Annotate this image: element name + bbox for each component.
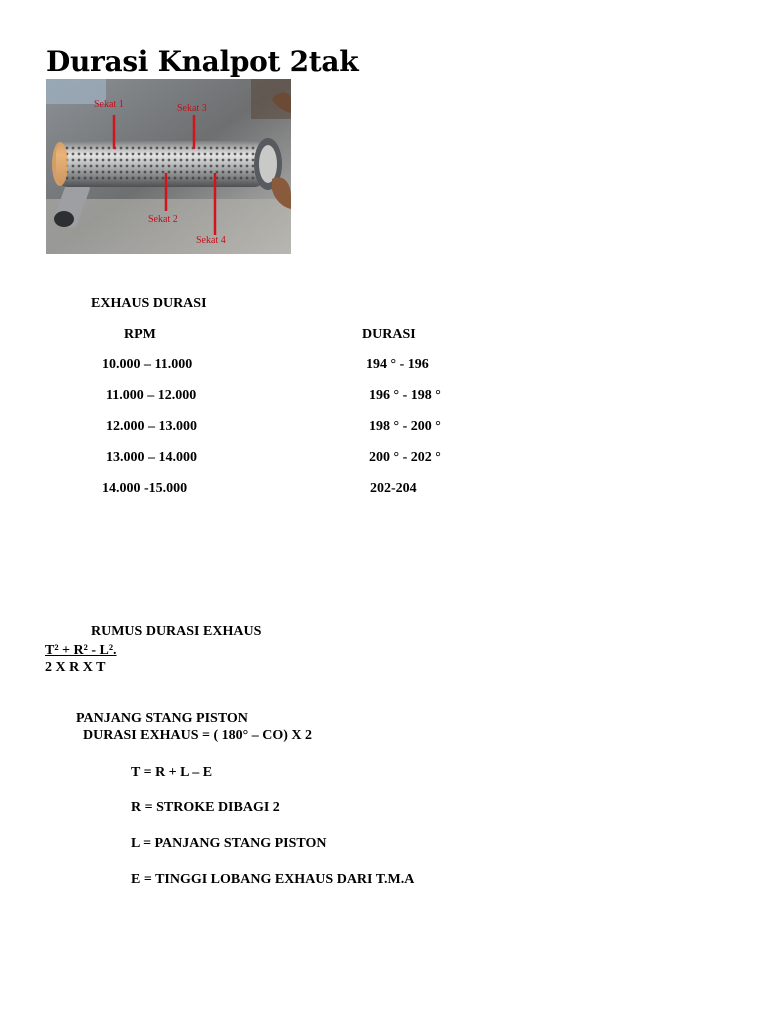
- column-header-rpm: RPM: [124, 327, 156, 342]
- table-row-rpm: 14.000 -15.000: [102, 481, 188, 496]
- definition-item: L = PANJANG STANG PISTON: [131, 836, 327, 851]
- definition-item: R = STROKE DIBAGI 2: [131, 800, 280, 815]
- document-title: Durasi Knalpot 2tak: [46, 45, 359, 78]
- table-row-durasi: 202-204: [370, 481, 417, 496]
- table-row-durasi: 196 ° - 198 °: [369, 388, 441, 403]
- definitions-heading: PANJANG STANG PISTON: [76, 711, 248, 726]
- table-row-durasi: 198 ° - 200 °: [369, 419, 441, 434]
- exhaust-table-heading: EXHAUS DURASI: [91, 296, 207, 311]
- table-row-durasi: 200 ° - 202 °: [369, 450, 441, 465]
- sekat-4-label: Sekat 4: [196, 235, 226, 246]
- sekat-1-label: Sekat 1: [94, 99, 124, 110]
- table-row-rpm: 10.000 – 11.000: [102, 357, 193, 372]
- exhaust-silencer-photo: [46, 79, 291, 254]
- duration-formula: DURASI EXHAUS = ( 180° – CO) X 2: [83, 728, 313, 743]
- definition-item: T = R + L – E: [131, 765, 213, 780]
- column-header-durasi: DURASI: [362, 327, 416, 342]
- formula-heading: RUMUS DURASI EXHAUS: [91, 624, 262, 639]
- definition-item: E = TINGGI LOBANG EXHAUS DARI T.M.A: [131, 872, 415, 887]
- table-row-durasi: 194 ° - 196: [366, 357, 429, 372]
- table-row-rpm: 13.000 – 14.000: [106, 450, 197, 465]
- table-row-rpm: 11.000 – 12.000: [106, 388, 197, 403]
- formula-numerator: T² + R² - L².: [45, 643, 117, 658]
- sekat-3-label: Sekat 3: [177, 103, 207, 114]
- sekat-2-label: Sekat 2: [148, 214, 178, 225]
- table-row-rpm: 12.000 – 13.000: [106, 419, 197, 434]
- formula-denominator: 2 X R X T: [45, 660, 106, 675]
